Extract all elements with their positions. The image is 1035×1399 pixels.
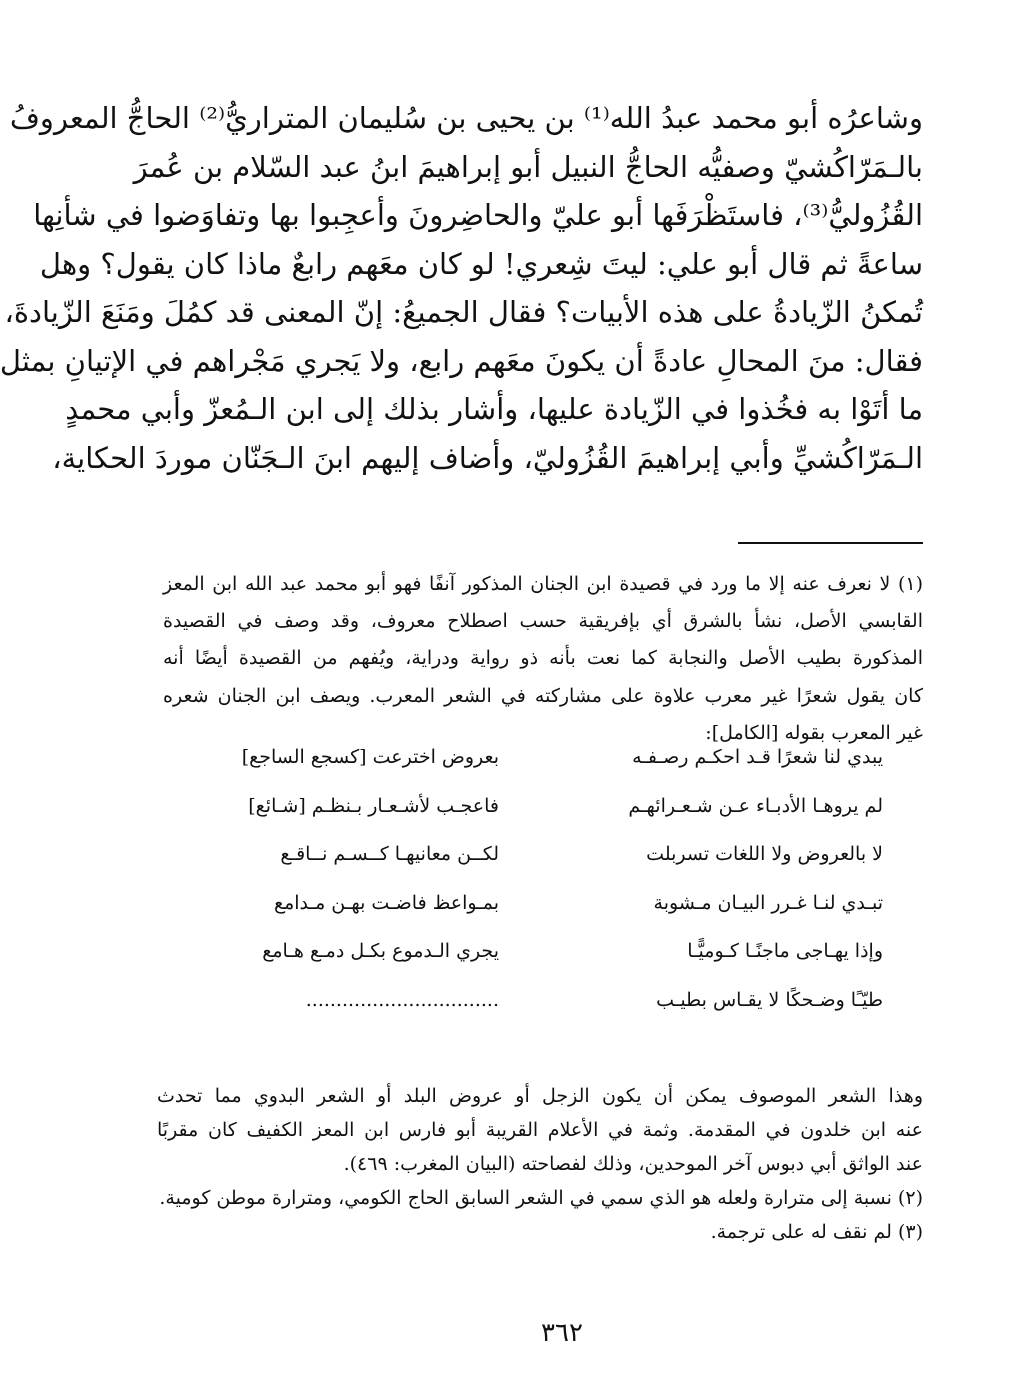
main-text-line: وشاعرُه أبو محمد عبدُ الله⁽¹⁾ بن يحيى بن سُليمان المتراريُّ⁽²⁾ الحاجُّ المعروفُ (9, 101, 923, 135)
poem-verse (209, 976, 883, 1025)
footnote-line: عنه ابن خلدون في المقدمة. وثمة في الأعلام القريبة أبو فارس ابن المعز الكفيف كان مقربًا (157, 1119, 923, 1141)
verse-first-hemistich: تبـدي لنـا غـرر البيـان مـشوبة (653, 891, 883, 914)
verse-first-hemistich: لا بالعروض ولا اللغات تسربلت (646, 843, 883, 866)
main-text-line: ساعةً ثم قال أبو علي: ليتَ شِعري! لو كان معَهم رابعٌ ماذا كان يقول؟ وهل (39, 246, 923, 281)
page-number: ٣٦٢ (541, 1318, 583, 1348)
poem-verse (209, 733, 883, 782)
poem-verse (209, 879, 883, 928)
verse-first-hemistich: طيّـًا وضـحكًا لا يقـاس بطيـب (656, 988, 883, 1011)
verse-second-hemistich: لكــن معانيهـا كــسـم نــاقـع (280, 843, 499, 866)
footnote-line: المذكورة بطيب الأصل والنجابة كما نعت بأنه ذو رواية ودراية، ويُفهم من القصيدة أيضًا أنه (163, 647, 923, 670)
footnote-line: القابسي الأصل، نشأ بالشرق أي بإفريقية حسب اصطلاح معروف، وقد وصف في القصيدة (163, 610, 923, 633)
footnote-line: غير المعرب بقوله [الكامل]: (705, 721, 923, 744)
verse-ellipsis: ................................ (305, 988, 499, 1011)
verse-second-hemistich: فاعجـب لأشـعـار بـنظـم [شـائع] (248, 794, 499, 817)
footnote-line: كان يقول شعرًا غير معرب علاوة على مشاركته في الشعر المعرب. ويصف ابن الجنان شعره (163, 684, 923, 707)
main-text (0, 94, 923, 482)
main-text-line: الـمَرّاكُشيِّ وأبي إبراهيمَ القُزُوليّ، وأضاف إليهم ابنَ الـجَنّان موردَ الحكاية، (52, 440, 923, 475)
poem (209, 733, 883, 1025)
poem-verse (209, 927, 883, 976)
footnote-3: (٣) لم نقف له على ترجمة. (710, 1221, 923, 1243)
poem-verse (209, 782, 883, 831)
verse-second-hemistich: يجري الـدموع بكـل دمـع هـامع (262, 940, 499, 963)
footnotes-continued (157, 1079, 923, 1249)
verse-first-hemistich: لم يروهـا الأدبـاء عـن شـعـرائهـم (628, 794, 883, 817)
main-text-line: القُزُوليُّ⁽³⁾، فاستَظْرَفَها أبو عليّ والحاضِرونَ وأعجِبوا بها وتفاوَضوا في شأنِها (33, 198, 923, 232)
verse-second-hemistich: بمـواعظ فاضـت بهـن مـدامع (273, 891, 499, 914)
main-text-line: ما أتَوْا به فخُذوا في الزّيادة عليها، وأشار بذلك إلى ابن الـمُعزّ وأبي محمدٍ (65, 392, 923, 426)
main-text-line: بالـمَرّاكُشيّ وصفيُّه الحاجُّ النبيل أبو إبراهيمَ ابنُ عبد السّلام بن عُمرَ (133, 149, 923, 184)
verse-first-hemistich: وإذا يهـاجى ماجنًـا كـوميًّـا (687, 940, 883, 963)
poem-verse (209, 830, 883, 879)
verse-second-hemistich: بعروض اخترعت [كسجع الساجع] (241, 746, 499, 768)
verse-first-hemistich: يبدي لنا شعرًا قـد احكـم رصـفـه (632, 746, 883, 768)
footnote-2: (٢) نسبة إلى مترارة ولعله هو الذي سمي في الشعر السابق الحاج الكومي، ومترارة موطن كومية. (159, 1187, 923, 1209)
footnote-line: عند الواثق أبي دبوس آخر الموحدين، وذلك لفصاحته (البيان المغرب: ٤٦٩). (343, 1153, 923, 1175)
footnote-line: وهذا الشعر الموصوف يمكن أن يكون الزجل أو عروض البلد أو الشعر البدوي مما تحدث (157, 1085, 923, 1107)
main-text-line: فقال: منَ المحالِ عادةً أن يكونَ معَهم رابع، ولا يَجري مَجْراهم في الإتيانِ بمثل (0, 343, 923, 378)
footnote-line: (١) لا نعرف عنه إلا ما ورد في قصيدة ابن الجنان المذكور آنفًا فهو أبو محمد عبد الله ابن المعز (163, 573, 923, 595)
footnote-divider (738, 542, 923, 544)
main-text-line: تُمكنُ الزّيادةُ على هذه الأبيات؟ فقال الجميعُ: إنّ المعنى قد كمُلَ ومَنَعَ الزّيادةَ، (4, 295, 923, 329)
footnote-1 (163, 566, 923, 752)
